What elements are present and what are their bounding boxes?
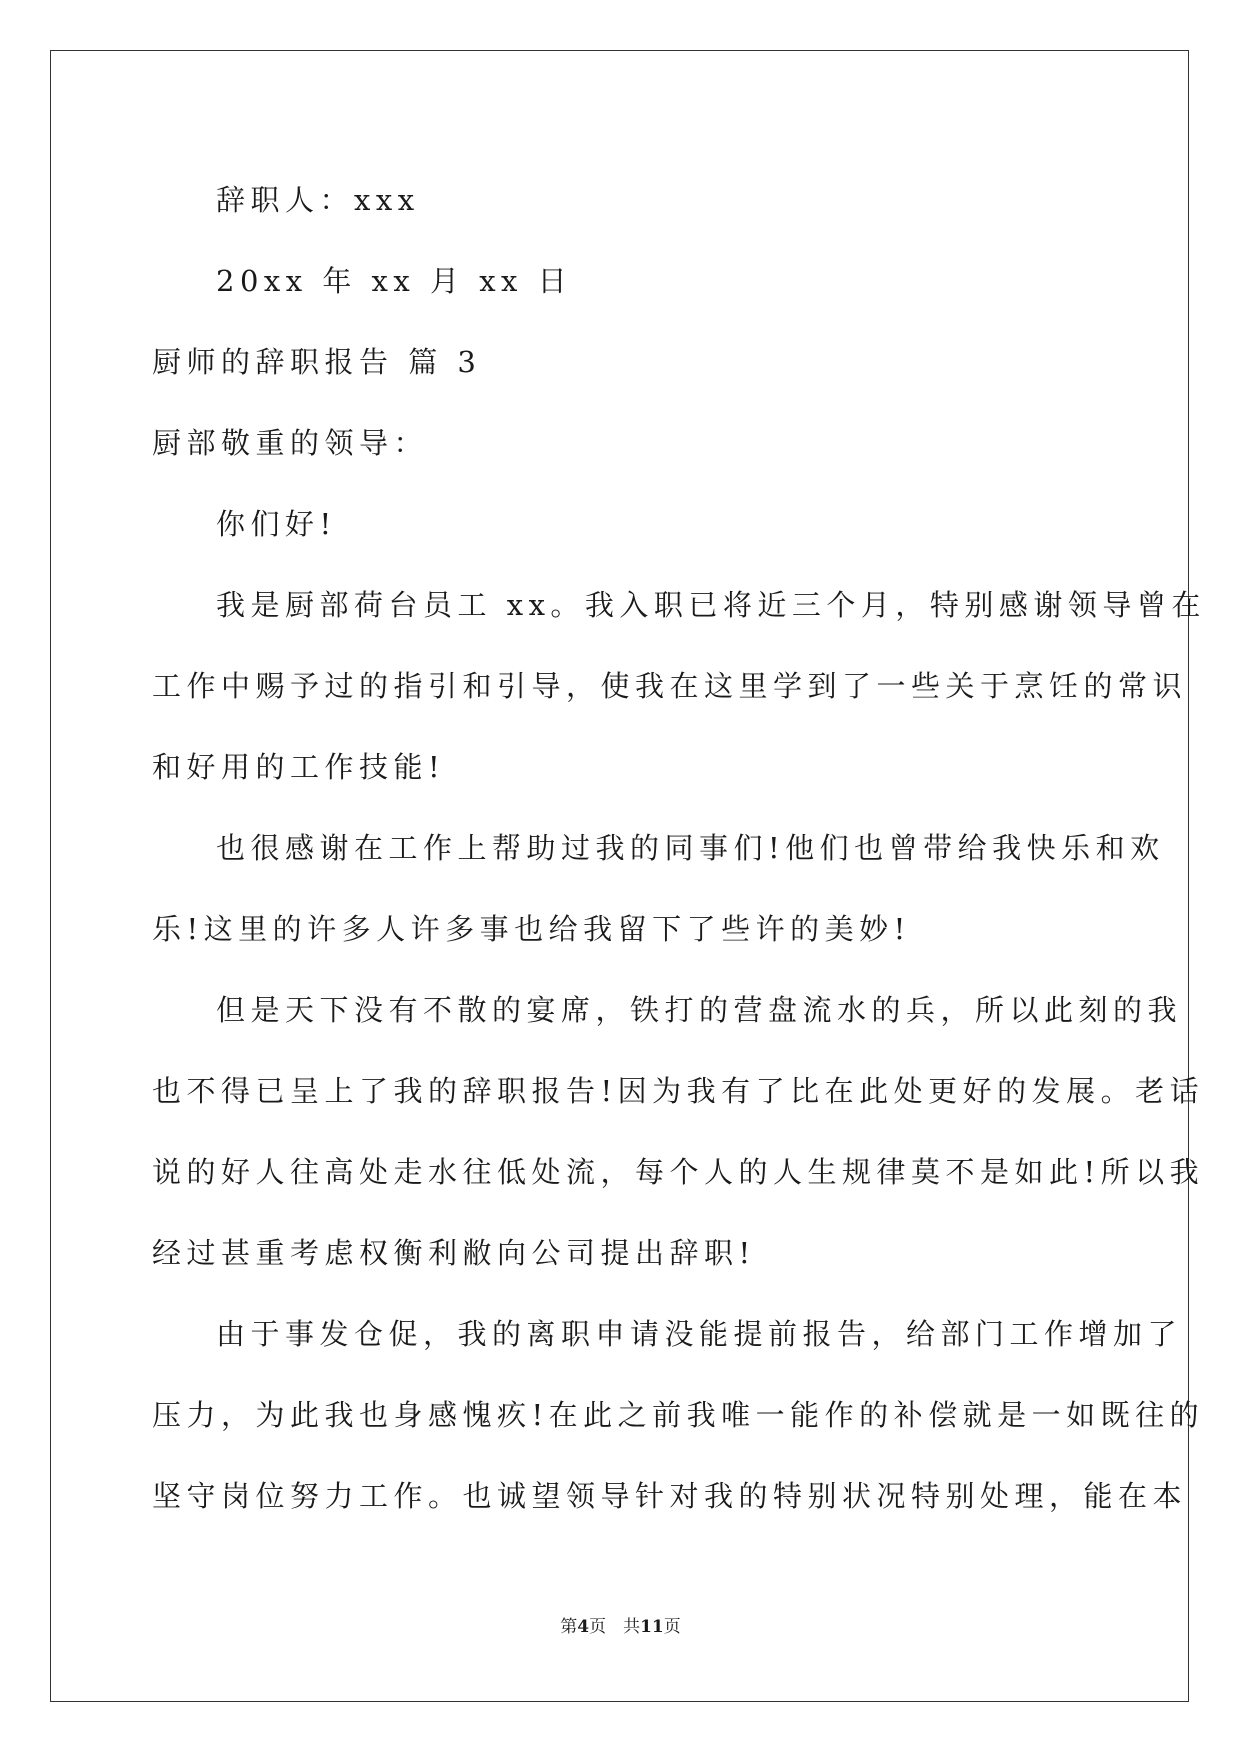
paragraph-line: 也不得已呈上了我的辞职报告!因为我有了比在此处更好的发展。老话 bbox=[152, 1074, 1205, 1108]
paragraph-line: 压力，为此我也身感愧疚!在此之前我唯一能作的补偿就是一如既往的 bbox=[152, 1398, 1205, 1432]
paragraph-line: 和好用的工作技能! bbox=[152, 750, 446, 784]
page-suffix: 页 bbox=[663, 1617, 681, 1637]
paragraph-line: 我是厨部荷台员工 xx。我入职已将近三个月，特别感谢领导曾在 bbox=[216, 588, 1206, 622]
paragraph-line: 乐!这里的许多人许多事也给我留下了些许的美妙! bbox=[152, 912, 911, 946]
total-page-count: 11 bbox=[640, 1617, 664, 1637]
paragraph-2 bbox=[152, 808, 1165, 970]
paragraph-line: 说的好人往高处走水往低处流，每个人的人生规律莫不是如此!所以我 bbox=[152, 1155, 1205, 1189]
page-number-footer bbox=[0, 1612, 1241, 1637]
paragraph-3 bbox=[152, 970, 1205, 1294]
page-prefix: 第 bbox=[560, 1617, 578, 1637]
page-mid: 页 共 bbox=[589, 1617, 641, 1637]
section-title: 厨师的辞职报告 篇 3 bbox=[152, 345, 482, 379]
resigner-line: 辞职人：xxx bbox=[216, 183, 420, 217]
paragraph-line: 也很感谢在工作上帮助过我的同事们!他们也曾带给我快乐和欢 bbox=[216, 831, 1165, 865]
paragraph-line: 由于事发仓促，我的离职申请没能提前报告，给部门工作增加了 bbox=[216, 1317, 1183, 1351]
document-body bbox=[152, 160, 1206, 1537]
paragraph-line: 但是天下没有不散的宴席，铁打的营盘流水的兵，所以此刻的我 bbox=[216, 993, 1183, 1027]
salutation: 厨部敬重的领导： bbox=[152, 426, 429, 460]
paragraph-line: 经过甚重考虑权衡利敝向公司提出辞职! bbox=[152, 1236, 756, 1270]
paragraph-line: 坚守岗位努力工作。也诚望领导针对我的特别状况特别处理，能在本 bbox=[152, 1479, 1188, 1513]
paragraph-line: 工作中赐予过的指引和引导，使我在这里学到了一些关于烹饪的常识 bbox=[152, 669, 1188, 703]
paragraph-4 bbox=[152, 1294, 1205, 1537]
current-page-number: 4 bbox=[577, 1617, 590, 1637]
paragraph-1 bbox=[152, 565, 1206, 808]
date-line: 20xx 年 xx 月 xx 日 bbox=[216, 264, 573, 298]
greeting: 你们好! bbox=[216, 507, 337, 541]
